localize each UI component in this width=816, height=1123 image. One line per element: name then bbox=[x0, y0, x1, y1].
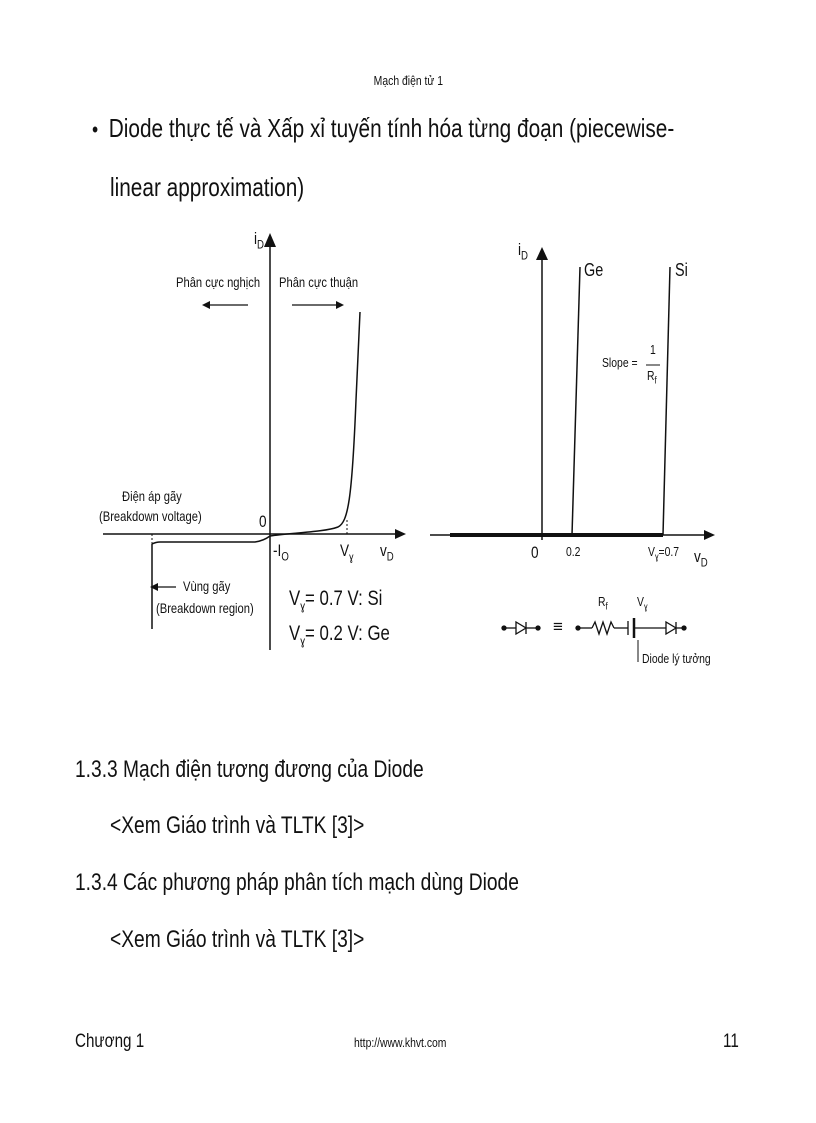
si-tick-sub: ɣ bbox=[654, 551, 659, 562]
si-threshold-tick bbox=[648, 544, 679, 562]
ge-threshold-line bbox=[289, 622, 390, 648]
ge-threshold-sub: ɣ bbox=[300, 634, 306, 649]
vgamma-source-main: V bbox=[637, 594, 644, 609]
ge-threshold-v: V bbox=[289, 622, 301, 645]
ge-threshold-text: = 0.2 V: Ge bbox=[305, 622, 390, 645]
breakdown-voltage-label-1: Điện áp gãy bbox=[122, 488, 182, 504]
right-y-label-sub: D bbox=[521, 248, 528, 263]
io-label bbox=[273, 541, 289, 563]
ge-line bbox=[572, 267, 580, 535]
left-origin-label: 0 bbox=[259, 512, 267, 531]
si-threshold-text: = 0.7 V: Si bbox=[305, 587, 383, 610]
header-title: Mạch điện tử 1 bbox=[373, 73, 443, 88]
si-threshold-line bbox=[289, 587, 382, 613]
si-threshold-sub: ɣ bbox=[300, 599, 306, 614]
io-label-sub: O bbox=[281, 549, 289, 564]
reverse-arrow-head bbox=[202, 301, 210, 309]
bullet-symbol: • bbox=[92, 117, 99, 142]
rf-label bbox=[598, 594, 608, 613]
right-y-label-main: i bbox=[518, 240, 522, 259]
footer-chapter: Chương 1 bbox=[75, 1031, 145, 1052]
io-label-main: -I bbox=[273, 541, 282, 560]
forward-arrow-head bbox=[336, 301, 344, 309]
right-vd-main: v bbox=[694, 547, 701, 566]
left-vd-sub: D bbox=[386, 549, 394, 564]
bullet-text-2: linear approximation) bbox=[110, 172, 305, 202]
ideal-diode-label: Diode lý tưởng bbox=[642, 651, 711, 666]
left-vd-label bbox=[380, 541, 394, 563]
vgamma-source-label bbox=[637, 594, 648, 612]
ge-threshold-tick: 0.2 bbox=[566, 544, 581, 559]
si-tick-value: =0.7 bbox=[658, 544, 680, 559]
forward-bias-label: Phân cực thuận bbox=[279, 274, 359, 290]
section-1-3-3-ref: <Xem Giáo trình và TLTK [3]> bbox=[110, 812, 365, 839]
section-1-3-4-title: 1.3.4 Các phương pháp phân tích mạch dùng Diode bbox=[75, 869, 519, 896]
slope-label: Slope = bbox=[602, 355, 638, 370]
right-y-arrow bbox=[536, 247, 548, 260]
si-tick-v: V bbox=[648, 544, 655, 559]
slope-den-main: R bbox=[647, 368, 655, 383]
breakdown-region-label-1: Vùng gãy bbox=[183, 578, 231, 594]
section-1-3-4-ref: <Xem Giáo trình và TLTK [3]> bbox=[110, 926, 365, 953]
vgamma-label bbox=[340, 541, 353, 563]
si-line bbox=[663, 267, 670, 535]
right-vd-label bbox=[694, 547, 708, 569]
equivalence-symbol: ≡ bbox=[553, 617, 563, 636]
footer-page-number: 11 bbox=[723, 1031, 739, 1052]
left-y-label-sub: D bbox=[257, 237, 264, 252]
left-y-label bbox=[254, 229, 264, 251]
si-curve-label: Si bbox=[675, 260, 688, 280]
right-origin-label: 0 bbox=[531, 543, 539, 562]
left-x-arrow bbox=[395, 529, 406, 539]
section-1-3-3-title: 1.3.3 Mạch điện tương đương của Diode bbox=[75, 756, 424, 783]
right-vd-sub: D bbox=[700, 555, 708, 570]
bullet-text-1: Diode thực tế và Xấp xỉ tuyến tính hóa từng đoạn (piecewise- bbox=[108, 113, 675, 143]
slope-denominator bbox=[647, 368, 657, 387]
rf-main: R bbox=[598, 594, 606, 609]
ge-curve-label: Ge bbox=[584, 260, 604, 280]
vgamma-label-sub: ɣ bbox=[349, 551, 354, 564]
left-y-arrow bbox=[264, 233, 276, 247]
right-y-label bbox=[518, 240, 528, 262]
vgamma-source-sub: ɣ bbox=[643, 601, 648, 612]
si-threshold-v: V bbox=[289, 587, 301, 610]
breakdown-region-label-2: (Breakdown region) bbox=[156, 600, 254, 616]
reverse-bias-label: Phân cực nghịch bbox=[176, 274, 261, 290]
footer-url[interactable]: http://www.khvt.com bbox=[354, 1035, 447, 1050]
left-y-label-main: i bbox=[254, 229, 258, 248]
slope-den-sub: f bbox=[654, 375, 657, 387]
left-vd-main: v bbox=[380, 541, 387, 560]
rf-sub: f bbox=[605, 601, 608, 613]
vgamma-label-main: V bbox=[340, 541, 350, 560]
breakdown-voltage-label-2: (Breakdown voltage) bbox=[99, 508, 202, 524]
slope-numerator: 1 bbox=[650, 342, 656, 357]
right-x-arrow bbox=[704, 530, 715, 540]
region-arrow-head bbox=[150, 583, 158, 591]
